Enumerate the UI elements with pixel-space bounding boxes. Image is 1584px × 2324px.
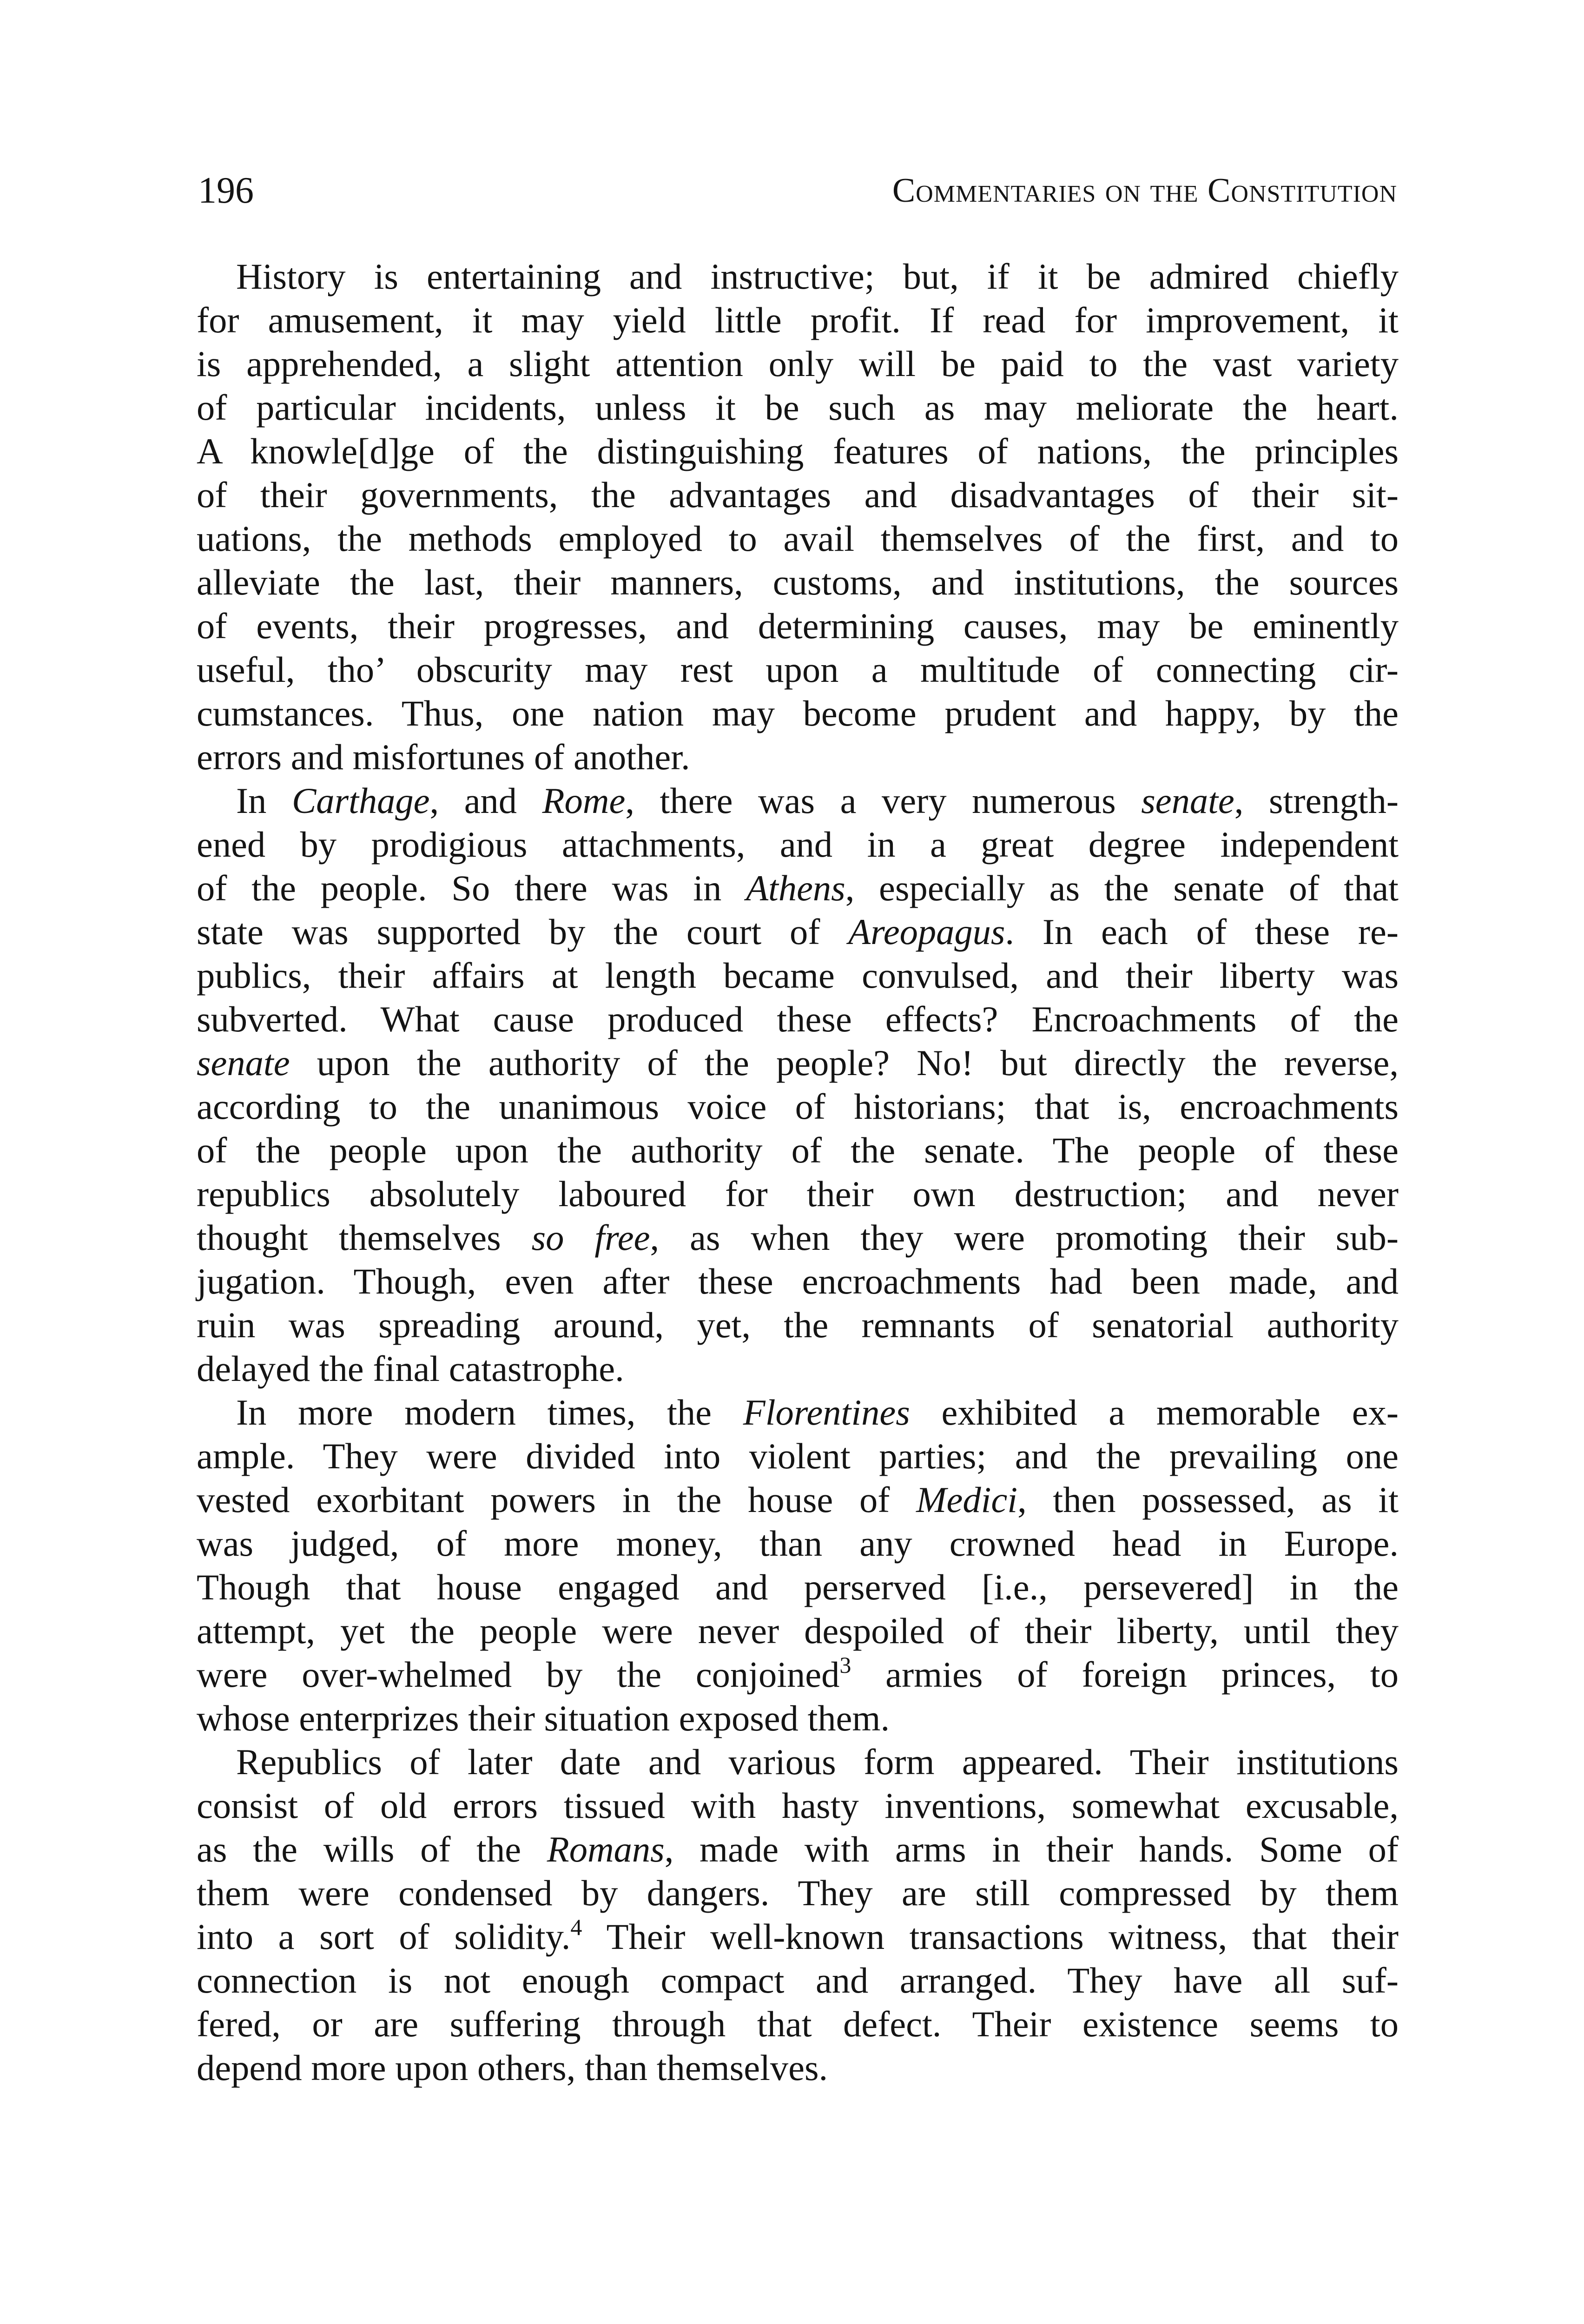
text-line [197, 866, 1399, 910]
italic-run: Areopagus [848, 911, 1005, 952]
text-line [197, 1216, 1399, 1260]
text-run: state was supported by the court of [197, 911, 849, 952]
text-run: as the wills of the [197, 1829, 547, 1869]
text-run: , especially as the senate of that [845, 868, 1399, 908]
running-title: Commentaries on the Constitution [892, 172, 1397, 210]
text-run: armies of foreign princes, to [851, 1654, 1399, 1695]
page-number: 196 [198, 170, 254, 211]
text-run: In [236, 780, 292, 821]
italic-run: senate [197, 1043, 290, 1083]
text-run: vested exorbitant powers in the house of [197, 1479, 917, 1520]
italic-run: Athens [746, 868, 845, 908]
text-line [197, 1653, 1399, 1697]
text-line: republics absolutely laboured for their own destruction; and never [197, 1174, 1399, 1214]
text-line: delayed the final catastrophe. [197, 1348, 624, 1389]
italic-run: Medici [916, 1479, 1018, 1520]
paragraph-3 [197, 1391, 1399, 1740]
text-line: alleviate the last, their manners, customs, and institutions, the sources [197, 562, 1399, 602]
text-line [197, 1391, 1399, 1434]
text-line [197, 910, 1399, 954]
text-line: of their governments, the advantages and disadvantages of their sit- [197, 475, 1399, 515]
paragraph-1 [197, 255, 1399, 779]
text-line: cumstances. Thus, one nation may become prudent and happy, by the [197, 693, 1399, 733]
text-line: errors and misfortunes of another. [197, 737, 690, 777]
text-run: exhibited a memorable ex- [910, 1392, 1399, 1433]
italic-run: Florentines [743, 1392, 910, 1433]
text-line [197, 779, 1399, 823]
text-line: consist of old errors tissued with hasty inventions, somewhat excusable, [197, 1785, 1399, 1826]
text-line: fered, or are suffering through that defect. Their existence seems to [197, 2004, 1399, 2044]
text-run: thought themselves [197, 1217, 532, 1258]
text-run: , as when they were promoting their sub- [650, 1217, 1399, 1258]
text-line: connection is not enough compact and arranged. They have all suf- [197, 1960, 1399, 2000]
text-line: them were condensed by dangers. They are still compressed by them [197, 1873, 1399, 1913]
text-line: A knowle[d]ge of the distinguishing features of nations, the principles [197, 431, 1399, 471]
text-line: for amusement, it may yield little profit. If read for improvement, it [197, 300, 1399, 340]
text-line: is apprehended, a slight attention only will be paid to the vast variety [197, 343, 1399, 384]
text-line: ruin was spreading around, yet, the remnants of senatorial authority [197, 1305, 1399, 1345]
italic-run: Romans [547, 1829, 665, 1869]
text-line: Republics of later date and various form appeared. Their institutions [236, 1742, 1399, 1782]
footnote-ref-4[interactable]: 4 [570, 1914, 582, 1940]
body-text [197, 255, 1399, 2090]
text-line: attempt, yet the people were never despoiled of their liberty, until they [197, 1611, 1399, 1651]
text-run: of the people. So there was in [197, 868, 746, 908]
text-run: upon the authority of the people? No! but directly the reverse, [290, 1043, 1399, 1083]
text-run: . In each of these re- [1005, 911, 1399, 952]
text-line: History is entertaining and instructive; but, if it be admired chiefly [236, 256, 1399, 297]
text-line: useful, tho’ obscurity may rest upon a multitude of connecting cir- [197, 649, 1399, 690]
text-line: of events, their progresses, and determining causes, may be eminently [197, 606, 1399, 646]
text-line [197, 1041, 1399, 1085]
text-line: publics, their affairs at length became convulsed, and their liberty was [197, 955, 1399, 996]
text-run: , made with arms in their hands. Some of [664, 1829, 1399, 1869]
text-line: Though that house engaged and perserved [i.e., persevered] in the [197, 1567, 1399, 1607]
paragraph-2 [197, 779, 1399, 1391]
italic-run: so free [531, 1217, 650, 1258]
running-head [198, 170, 1397, 211]
text-line: depend more upon others, than themselves. [197, 2047, 828, 2088]
text-run: , and [429, 780, 542, 821]
text-line: subverted. What cause produced these effects? Encroachments of the [197, 999, 1399, 1039]
text-line: of the people upon the authority of the senate. The people of these [197, 1130, 1399, 1170]
text-run: In more modern times, the [236, 1392, 743, 1433]
italic-run: Carthage [291, 780, 430, 821]
text-run: Their well-known transactions witness, that their [582, 1916, 1399, 1957]
paragraph-4 [197, 1740, 1399, 2090]
text-line [197, 1828, 1399, 1871]
text-run: were over-whelmed by the conjoined [197, 1654, 840, 1695]
text-run: , then possessed, as it [1017, 1479, 1399, 1520]
italic-run: Rome [542, 780, 626, 821]
text-line: of particular incidents, unless it be such as may meliorate the heart. [197, 387, 1399, 428]
text-line: whose enterprizes their situation exposed them. [197, 1698, 890, 1738]
text-line: ened by prodigious attachments, and in a great degree independent [197, 824, 1399, 865]
text-run: , there was a very numerous [625, 780, 1142, 821]
italic-run: senate [1141, 780, 1234, 821]
text-run: , strength- [1234, 780, 1399, 821]
text-line: ample. They were divided into violent parties; and the prevailing one [197, 1436, 1399, 1476]
text-line: jugation. Though, even after these encroachments had been made, and [197, 1261, 1399, 1301]
text-line [197, 1478, 1399, 1522]
text-line: according to the unanimous voice of historians; that is, encroachments [197, 1086, 1399, 1127]
text-line: uations, the methods employed to avail themselves of the first, and to [197, 518, 1399, 559]
footnote-ref-3[interactable]: 3 [839, 1652, 851, 1678]
text-run: into a sort of solidity. [197, 1916, 571, 1957]
text-line [197, 1915, 1399, 1959]
text-line: was judged, of more money, than any crowned head in Europe. [197, 1523, 1399, 1564]
